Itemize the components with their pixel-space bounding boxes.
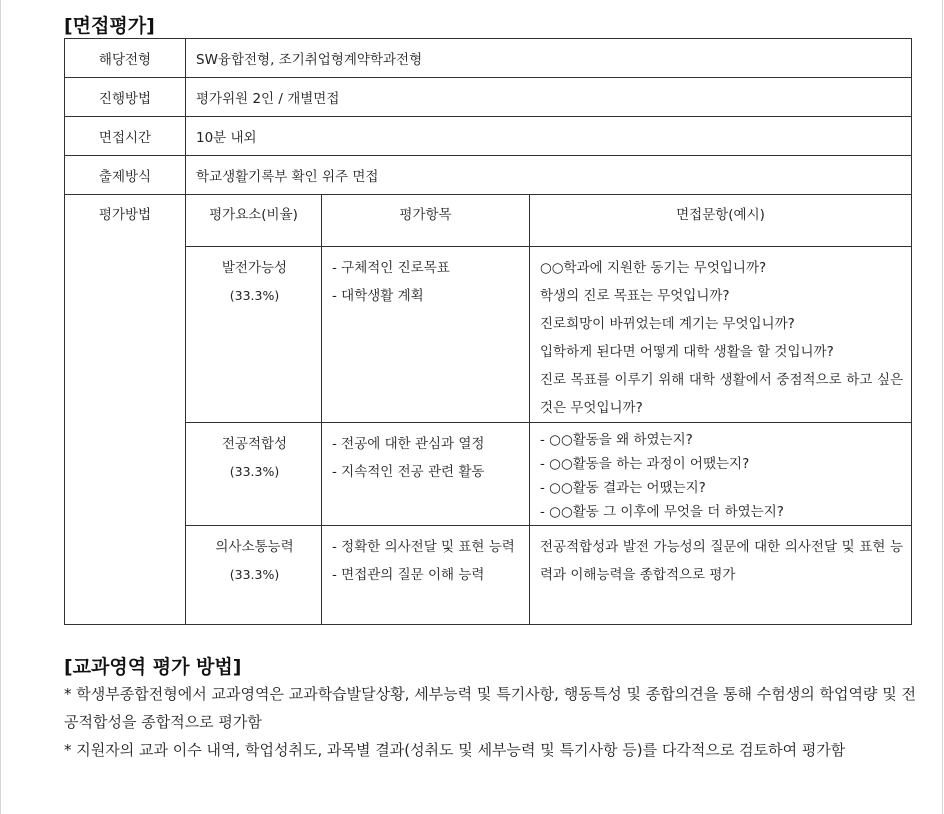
- element-name: 발전가능성: [221, 260, 288, 276]
- row-value: 학교생활기록부 확인 위주 면접: [186, 156, 912, 195]
- list-item: - ○○활동 그 이후에 무엇을 더 하였는지?: [540, 504, 784, 520]
- list-item: 진로 목표를 이루기 위해 대학 생활에서 중점적으로 하고 싶은 것은 무엇입니까?: [540, 372, 904, 416]
- list-item: - 대학생활 계획: [332, 288, 424, 304]
- list-item: - ○○활동을 하는 과정이 어땠는지?: [540, 456, 750, 472]
- table-row: [65, 117, 912, 156]
- row-value: 평가위원 2인 / 개별면접: [186, 78, 912, 117]
- column-header: 평가항목: [322, 195, 530, 247]
- table-row: [65, 156, 912, 195]
- row-label: 진행방법: [65, 78, 186, 117]
- table-row: [65, 526, 912, 625]
- list-item: 입학하게 된다면 어떻게 대학 생활을 할 것입니까?: [540, 344, 834, 360]
- list-item: - 구체적인 진로목표: [332, 260, 450, 276]
- table-row: [65, 247, 912, 423]
- table-header-row: [65, 195, 912, 247]
- element-ratio: (33.3%): [229, 464, 280, 479]
- list-item: - 면접관의 질문 이해 능력: [332, 567, 485, 583]
- column-header: 면접문항(예시): [530, 195, 912, 247]
- notes: [64, 680, 916, 764]
- table-row: [65, 423, 912, 526]
- method-label: 평가방법: [65, 195, 186, 625]
- list-item: 전공적합성과 발전 가능성의 질문에 대한 의사전달 및 표현 능력과 이해능력을 종합적으로 평가: [540, 539, 904, 583]
- element-name: 의사소통능력: [215, 539, 294, 555]
- table-row: [65, 78, 912, 117]
- subject-section-title: [교과영역 평가 방법]: [64, 656, 242, 678]
- element-ratio: (33.3%): [229, 567, 280, 582]
- list-item: - 전공에 대한 관심과 열정: [332, 436, 485, 452]
- column-header: 평가요소(비율): [186, 195, 322, 247]
- element-name: 전공적합성: [221, 436, 288, 452]
- element-ratio: (33.3%): [229, 288, 280, 303]
- row-label: 출제방식: [65, 156, 186, 195]
- note-item: * 지원자의 교과 이수 내역, 학업성취도, 과목별 결과(성취도 및 세부능력 및 특기사항 등)를 다각적으로 검토하여 평가함: [64, 741, 846, 759]
- table-row: [65, 39, 912, 78]
- list-item: - 정확한 의사전달 및 표현 능력: [332, 539, 515, 555]
- row-value: 10분 내외: [186, 117, 912, 156]
- list-item: - 지속적인 전공 관련 활동: [332, 464, 485, 480]
- interview-table: [64, 38, 912, 625]
- list-item: 학생의 진로 목표는 무엇입니까?: [540, 288, 730, 304]
- interview-section-title: [면접평가]: [64, 15, 155, 37]
- row-label: 해당전형: [65, 39, 186, 78]
- list-item: 진로희망이 바뀌었는데 계기는 무엇입니까?: [540, 316, 795, 332]
- row-label: 면접시간: [65, 117, 186, 156]
- list-item: - ○○활동 결과는 어땠는지?: [540, 480, 706, 496]
- row-value: SW융합전형, 조기취업형계약학과전형: [186, 39, 912, 78]
- list-item: ○○학과에 지원한 동기는 무엇입니까?: [540, 260, 767, 276]
- list-item: - ○○활동을 왜 하였는지?: [540, 432, 693, 448]
- note-item: * 학생부종합전형에서 교과영역은 교과학습발달상황, 세부능력 및 특기사항, 행동특성 및 종합의견을 통해 수험생의 학업역량 및 전공적합성을 종합적으로 평가함: [64, 685, 916, 731]
